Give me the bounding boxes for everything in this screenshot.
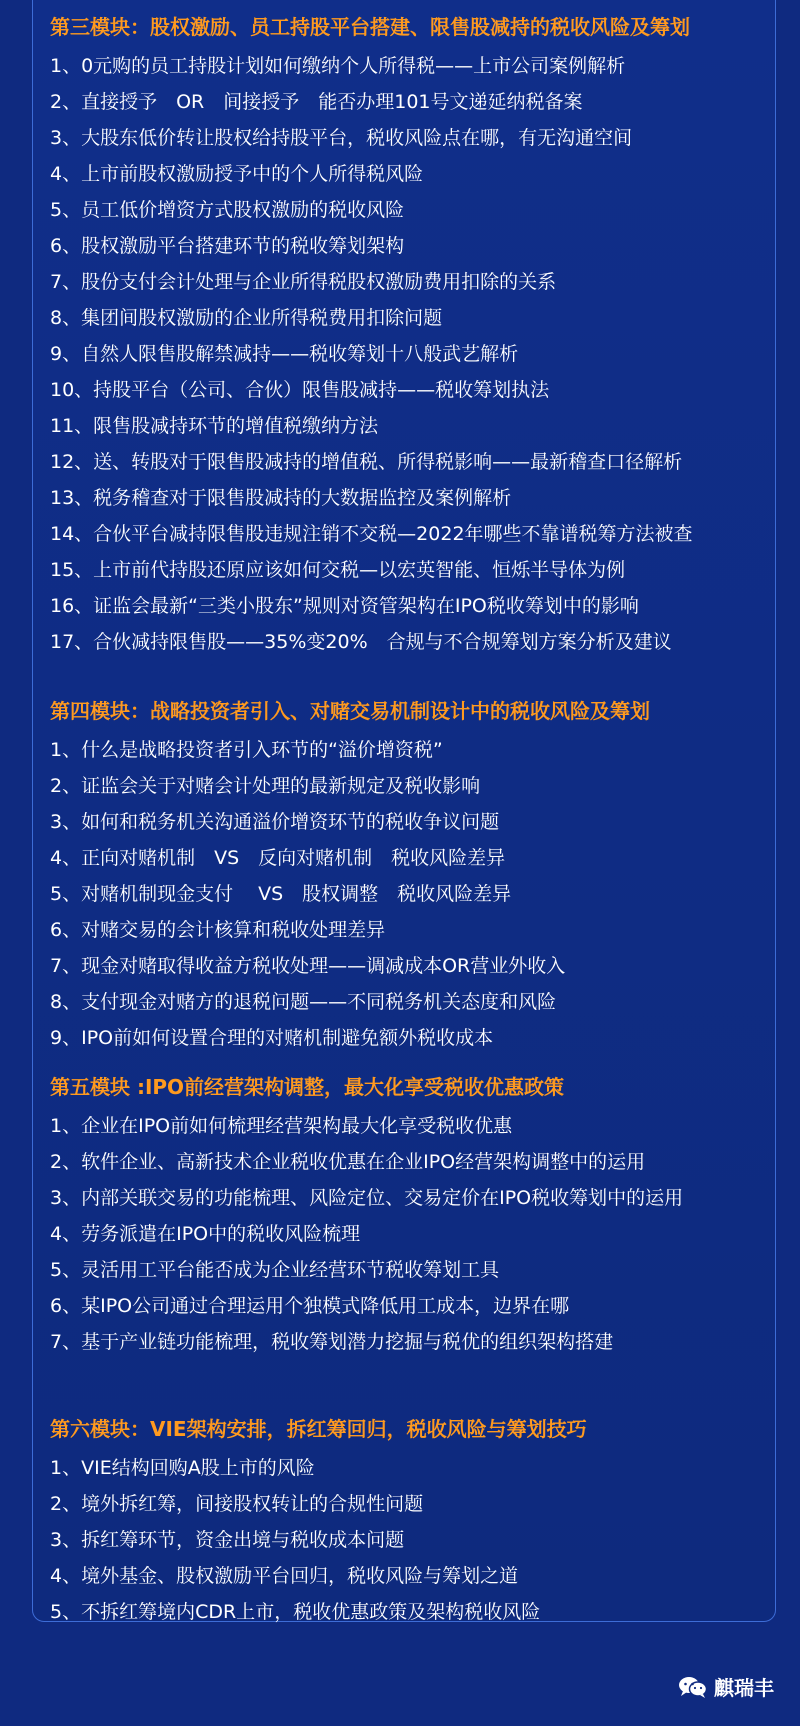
module-6 [50, 1412, 780, 1630]
module-3 [50, 10, 780, 660]
module-item-list [50, 1450, 780, 1630]
brand-name: 麒瑞丰 [714, 1676, 774, 1700]
list-item: 5、灵活用工平台能否成为企业经营环节税收筹划工具 [50, 1259, 500, 1281]
module-item-list [50, 1108, 780, 1360]
list-item: 6、股权激励平台搭建环节的税收筹划架构 [50, 235, 405, 257]
list-item: 9、自然人限售股解禁减持——税收筹划十八般武艺解析 [50, 343, 519, 365]
list-item: 4、境外基金、股权激励平台回归，税收风险与筹划之道 [50, 1565, 519, 1587]
list-item: 11、限售股减持环节的增值税缴纳方法 [50, 415, 379, 437]
list-item: 1、VIE结构回购A股上市的风险 [50, 1457, 315, 1479]
list-item: 4、劳务派遣在IPO中的税收风险梳理 [50, 1223, 361, 1245]
module-5 [50, 1070, 780, 1360]
list-item: 3、内部关联交易的功能梳理、风险定位、交易定价在IPO税收筹划中的运用 [50, 1187, 684, 1209]
list-item: 15、上市前代持股还原应该如何交税—以宏英智能、恒烁半导体为例 [50, 559, 626, 581]
list-item: 3、大股东低价转让股权给持股平台，税收风险点在哪，有无沟通空间 [50, 127, 633, 149]
list-item: 16、证监会最新“三类小股东”规则对资管架构在IPO税收筹划中的影响 [50, 595, 639, 617]
list-item: 5、员工低价增资方式股权激励的税收风险 [50, 199, 405, 221]
module-title: 第三模块：股权激励、员工持股平台搭建、限售股减持的税收风险及筹划 [50, 15, 690, 39]
list-item: 12、送、转股对于限售股减持的增值税、所得税影响——最新稽查口径解析 [50, 451, 683, 473]
list-item: 6、对赌交易的会计核算和税收处理差异 [50, 919, 386, 941]
list-item: 4、正向对赌机制 VS 反向对赌机制 税收风险差异 [50, 847, 506, 869]
list-item: 4、上市前股权激励授予中的个人所得税风险 [50, 163, 424, 185]
list-item: 8、集团间股权激励的企业所得税费用扣除问题 [50, 307, 443, 329]
module-title: 第六模块：VIE架构安排，拆红筹回归，税收风险与筹划技巧 [50, 1417, 587, 1441]
module-4 [50, 694, 780, 1056]
module-title: 第四模块：战略投资者引入、对赌交易机制设计中的税收风险及筹划 [50, 699, 650, 723]
list-item: 3、拆红筹环节，资金出境与税收成本问题 [50, 1529, 405, 1551]
module-item-list [50, 732, 780, 1056]
list-item: 2、软件企业、高新技术企业税收优惠在企业IPO经营架构调整中的运用 [50, 1151, 646, 1173]
list-item: 8、支付现金对赌方的退税问题——不同税务机关态度和风险 [50, 991, 557, 1013]
list-item: 3、如何和税务机关沟通溢价增资环节的税收争议问题 [50, 811, 500, 833]
list-item: 1、0元购的员工持股计划如何缴纳个人所得税——上市公司案例解析 [50, 55, 626, 77]
list-item: 7、现金对赌取得收益方税收处理——调减成本OR营业外收入 [50, 955, 566, 977]
list-item: 10、持股平台（公司、合伙）限售股减持——税收筹划执法 [50, 379, 550, 401]
list-item: 2、直接授予 OR 间接授予 能否办理101号文递延纳税备案 [50, 91, 583, 113]
list-item: 6、某IPO公司通过合理运用个独模式降低用工成本，边界在哪 [50, 1295, 570, 1317]
list-item: 7、股份支付会计处理与企业所得税股权激励费用扣除的关系 [50, 271, 557, 293]
list-item: 9、IPO前如何设置合理的对赌机制避免额外税收成本 [50, 1027, 494, 1049]
module-item-list [50, 48, 780, 660]
list-item: 2、境外拆红筹，间接股权转让的合规性问题 [50, 1493, 424, 1515]
list-item: 5、对赌机制现金支付 VS 股权调整 税收风险差异 [50, 883, 512, 905]
list-item: 1、企业在IPO前如何梳理经营架构最大化享受税收优惠 [50, 1115, 513, 1137]
brand-watermark [678, 1672, 774, 1701]
list-item: 17、合伙减持限售股——35%变20% 合规与不合规筹划方案分析及建议 [50, 631, 672, 653]
wechat-icon [678, 1675, 708, 1699]
list-item: 5、不拆红筹境内CDR上市，税收优惠政策及架构税收风险 [50, 1601, 541, 1623]
list-item: 14、合伙平台减持限售股违规注销不交税—2022年哪些不靠谱税筹方法被查 [50, 523, 693, 545]
list-item: 13、税务稽查对于限售股减持的大数据监控及案例解析 [50, 487, 512, 509]
module-title: 第五模块 :IPO前经营架构调整，最大化享受税收优惠政策 [50, 1075, 565, 1099]
list-item: 7、基于产业链功能梳理，税收筹划潜力挖掘与税优的组织架构搭建 [50, 1331, 614, 1353]
list-item: 2、证监会关于对赌会计处理的最新规定及税收影响 [50, 775, 481, 797]
list-item: 1、什么是战略投资者引入环节的“溢价增资税” [50, 739, 443, 761]
